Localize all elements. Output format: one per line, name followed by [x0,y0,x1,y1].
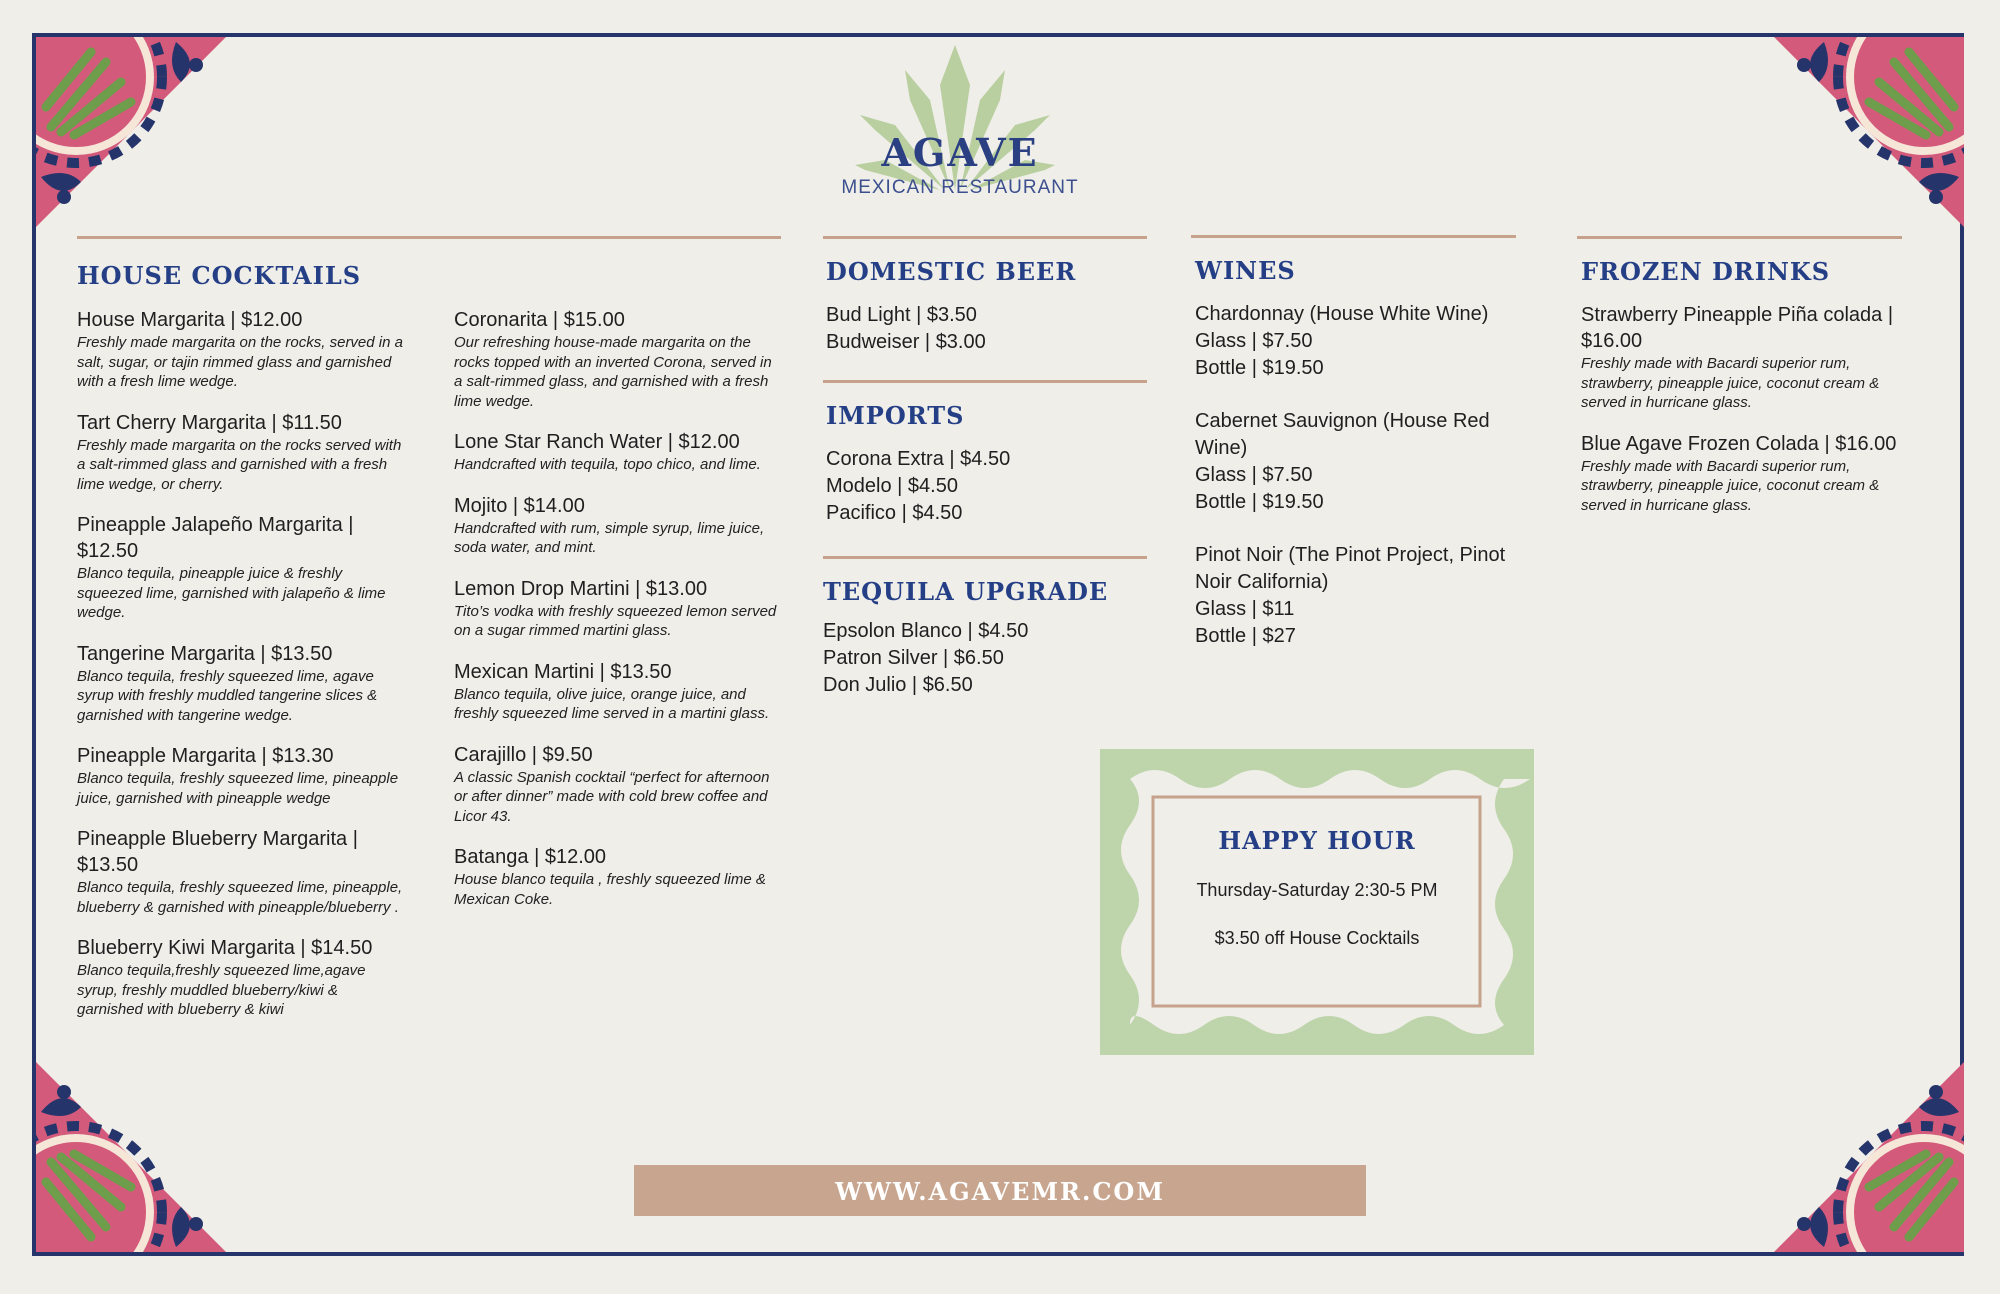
import-item: Corona Extra | $4.50 [826,448,1011,470]
wine-glass-price: Glass | $11 [1195,598,1295,620]
wine-bottle-price: Bottle | $19.50 [1195,491,1324,513]
beer-item: Bud Light | $3.50 [826,304,977,326]
menu-item [454,742,784,827]
item-name: Pineapple Blueberry Margarita | $13.50 [77,828,358,876]
item-description: Freshly made with Bacardi superior rum, strawberry, pineapple juice, coconut cream & served in hurricane glass. [1581,457,1880,514]
section-title-house-cocktails: HOUSE COCKTAILS [77,261,362,290]
section-title-wines: WINES [1195,256,1296,285]
brand-subtitle: MEXICAN RESTAURANT [841,177,1079,198]
item-description: Blanco tequila,freshly squeezed lime,agave syrup, freshly muddled blueberry/kiwi & garnished with blueberry & kiwi [77,962,366,1018]
item-name: Strawberry Pineapple Piña colada | $16.00 [1581,304,1894,352]
menu-item [77,641,407,726]
menu-item [454,493,784,558]
happy-hour-title: HAPPY HOUR [1218,826,1416,855]
section-title-domestic-beer: DOMESTIC BEER [826,257,1077,286]
happy-hour-schedule: Thursday-Saturday 2:30-5 PM [1196,880,1438,900]
wine-item [1195,301,1525,382]
import-item: Pacifico | $4.50 [826,502,963,524]
wine-bottle-price: Bottle | $19.50 [1195,357,1324,379]
item-name: Batanga | $12.00 [454,846,606,868]
item-description: Our refreshing house-made margarita on the rocks topped with an inverted Corona, served in a salt-rimmed glass, and garnished with a fresh lime wedge. [454,334,772,410]
wine-name: Pinot Noir (The Pinot Project, Pinot Noir California) [1195,544,1506,593]
menu-item [454,576,784,641]
happy-hour-box [1100,749,1534,1055]
import-item: Modelo | $4.50 [826,475,958,497]
wine-name: Cabernet Sauvignon (House Red Wine) [1195,410,1490,459]
divider-imports [823,380,1147,383]
wine-glass-price: Glass | $7.50 [1195,330,1313,352]
item-description: Blanco tequila, freshly squeezed lime, pineapple, blueberry & garnished with pineapple/blueberry . [77,879,403,916]
item-description: Tito’s vodka with freshly squeezed lemon served on a sugar rimmed martini glass. [454,602,777,639]
item-name: Pineapple Margarita | $13.30 [77,745,334,767]
divider-domestic-beer [823,236,1147,239]
item-name: Mojito | $14.00 [454,494,585,517]
house-cocktails-column-2 [454,307,784,927]
item-description: Handcrafted with rum, simple syrup, lime juice, soda water, and mint. [454,519,765,556]
tequila-upgrade-list [823,618,1028,699]
item-description: Handcrafted with tequila, topo chico, and lime. [454,456,761,473]
menu-item [77,410,407,495]
website-banner [634,1165,1366,1216]
corner-ornament-top-left [36,37,236,237]
menu-item [454,844,784,909]
item-description: Blanco tequila, freshly squeezed lime, agave syrup with freshly muddled tangerine slices & garnished with tangerine wedge. [77,667,378,724]
menu-item [77,307,407,392]
item-name: House Margarita | $12.00 [77,309,303,331]
item-name: Coronarita | $15.00 [454,309,625,331]
item-name: Tangerine Margarita | $13.50 [77,642,333,665]
tequila-item: Epsolon Blanco | $4.50 [823,620,1029,642]
menu-item [454,429,784,475]
item-name: Lone Star Ranch Water | $12.00 [454,431,740,453]
brand-name: AGAVE [881,130,1039,175]
tequila-item: Patron Silver | $6.50 [823,647,1004,669]
menu-item [77,512,407,623]
item-description: Blanco tequila, olive juice, orange juice, and freshly squeezed lime served in a martini glass. [454,685,770,722]
section-title-imports: IMPORTS [826,401,965,430]
menu-item [1581,302,1911,413]
menu-item [454,659,784,724]
item-name: Lemon Drop Martini | $13.00 [454,577,708,600]
item-description: Freshly made margarita on the rocks, served in a salt, sugar, or tajin rimmed glass and garnished with a fresh lime wedge. [77,334,403,390]
item-name: Mexican Martini | $13.50 [454,660,672,683]
item-description: Blanco tequila, pineapple juice & freshly squeezed lime, garnished with jalapeño & lime wedge. [77,565,386,621]
item-name: Carajillo | $9.50 [454,743,593,766]
tequila-item: Don Julio | $6.50 [823,674,973,696]
divider-house-cocktails [77,236,781,239]
item-name: Blue Agave Frozen Colada | $16.00 [1581,432,1897,455]
corner-ornament-top-right [1764,37,1964,237]
divider-frozen-drinks [1577,236,1902,239]
divider-wines [1191,235,1516,238]
section-title-tequila-upgrade: TEQUILA UPGRADE [823,577,1109,606]
item-description: A classic Spanish cocktail “perfect for afternoon or after dinner” made with cold brew coffee and Licor 43. [454,768,770,825]
item-name: Pineapple Jalapeño Margarita | $12.50 [77,514,354,562]
wine-name: Chardonnay (House White Wine) [1195,303,1489,325]
menu-item [77,935,407,1020]
menu-item [454,307,784,411]
domestic-beer-list [826,302,986,356]
menu-item [1581,431,1911,516]
item-name: Blueberry Kiwi Margarita | $14.50 [77,937,373,959]
wine-item [1195,542,1525,650]
corner-ornament-bottom-right [1764,1052,1964,1252]
frozen-drinks-list [1581,302,1911,533]
item-name: Tart Cherry Margarita | $11.50 [77,411,342,434]
house-cocktails-column-1 [77,307,407,1038]
beer-item: Budweiser | $3.00 [826,331,986,353]
item-description: Blanco tequila, freshly squeezed lime, pineapple juice, garnished with pineapple wedge [77,770,399,807]
menu-item [77,826,407,917]
section-title-frozen-drinks: FROZEN DRINKS [1581,257,1831,286]
item-description: Freshly made with Bacardi superior rum, strawberry, pineapple juice, coconut cream & served in hurricane glass. [1581,355,1880,411]
wine-bottle-price: Bottle | $27 [1195,625,1296,647]
item-description: House blanco tequila , freshly squeezed lime & Mexican Coke. [454,871,766,908]
wine-item [1195,408,1525,516]
divider-tequila-upgrade [823,556,1147,559]
item-description: Freshly made margarita on the rocks served with a salt-rimmed glass and garnished with a fresh lime wedge, or cherry. [77,436,402,493]
corner-ornament-bottom-left [36,1052,236,1252]
menu-item [77,743,407,808]
imports-list [826,446,1010,527]
happy-hour-deal: $3.50 off House Cocktails [1214,928,1420,948]
wine-glass-price: Glass | $7.50 [1195,464,1313,486]
wines-list [1195,301,1525,676]
website-link[interactable]: WWW.AGAVEMR.COM [835,1177,1165,1206]
